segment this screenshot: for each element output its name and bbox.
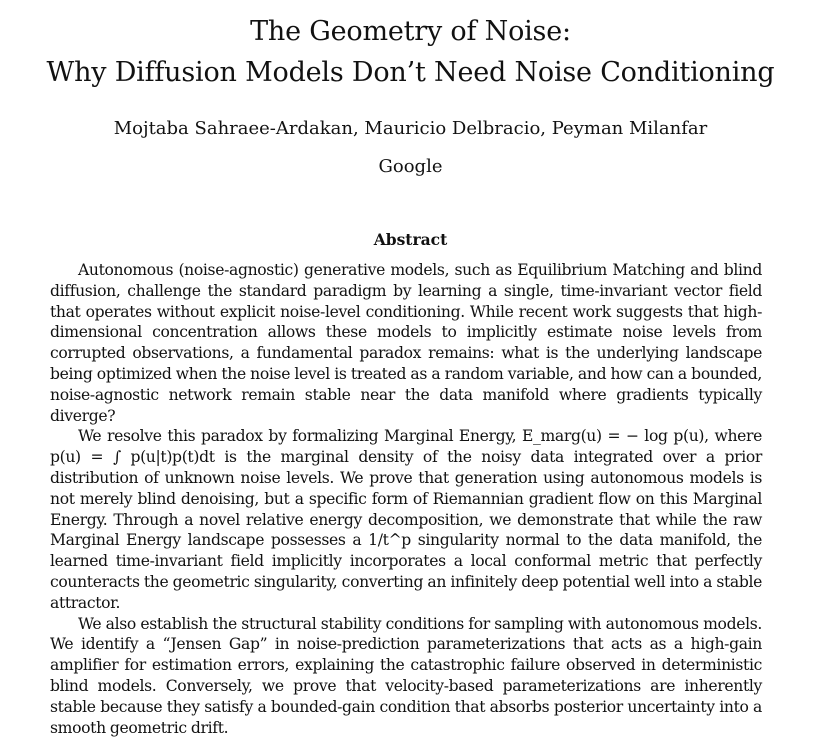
abstract-paragraph-3: We also establish the structural stability conditions for sampling with autonomous models. We identify a “Jensen Gap” in noise-prediction parameterizations that acts as a high-gain amplifier for estimation errors, explaining the catastrophic failure observed in deterministic blind models. Conversely, we prove that velocity-based parameterizations are inherently stable because they satisfy a bounded-gain condition that absorbs posterior uncertainty into a smooth geometric drift.: [50, 614, 762, 737]
author-list: Mojtaba Sahraee-Ardakan, Mauricio Delbracio, Peyman Milanfar: [113, 118, 708, 139]
abstract-heading: Abstract: [373, 230, 448, 249]
abstract-paragraph-2: We resolve this paradox by formalizing Marginal Energy, E_marg(u) = − log p(u), where p(u) = ∫ p(u|t)p(t)dt is the marginal density of the noisy data integrated over a prior distribution of unknown noise levels. We prove that generation using autonomous models is not merely blind denoising, but a specific form of Riemannian gradient flow on this Marginal Energy. Through a novel relative energy decomposition, we demonstrate that while the raw Marginal Energy landscape possesses a 1/t^p singularity normal to the data manifold, the learned time-invariant field implicitly incorporates a local conformal metric that perfectly counteracts the geometric singularity, converting an infinitely deep potential well into a stable attractor.: [50, 427, 762, 612]
affiliation: Google: [378, 156, 443, 177]
abstract-body: [50, 260, 762, 738]
paper-title-line-1: The Geometry of Noise:: [250, 16, 571, 47]
abstract-paragraph-1: Autonomous (noise-agnostic) generative models, such as Equilibrium Matching and blind diffusion, challenge the standard paradigm by learning a single, time-invariant vector field that operates without explicit noise-level conditioning. While recent work suggests that high-dimensional concentration allows these models to implicitly estimate noise levels from corrupted observations, a fundamental paradox remains: what is the underlying landscape being optimized when the noise level is treated as a random variable, and how can a bounded, noise-agnostic network remain stable near the data manifold where gradients typically diverge?: [50, 261, 762, 425]
paper-title-line-2: Why Diffusion Models Don’t Need Noise Conditioning: [46, 57, 775, 88]
